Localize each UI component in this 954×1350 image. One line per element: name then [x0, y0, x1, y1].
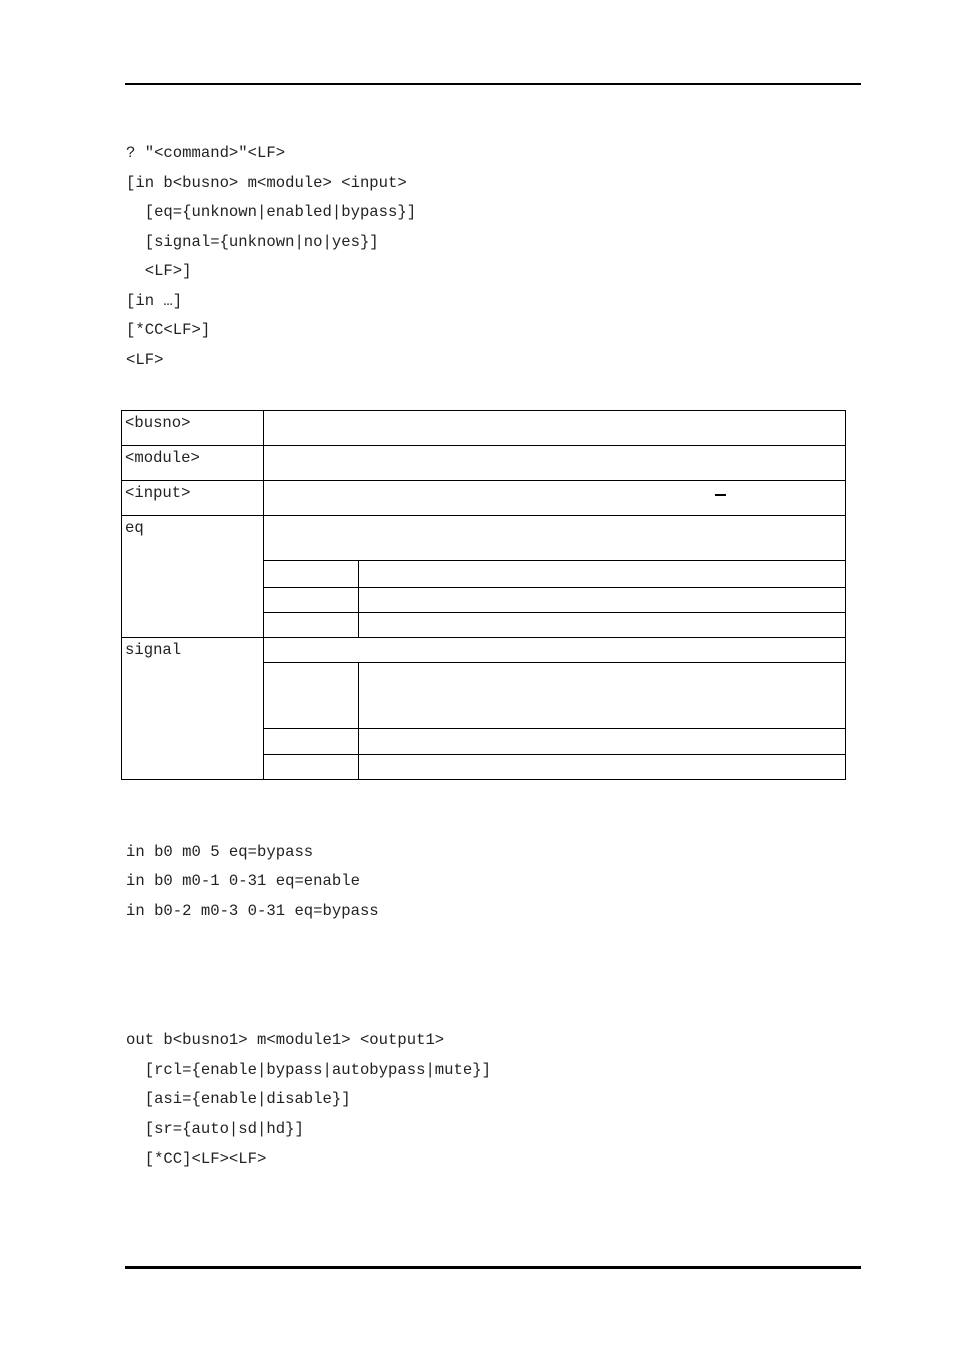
signal-value-description [359, 755, 846, 780]
param-input: <input> [122, 481, 264, 516]
param-eq: eq [122, 516, 264, 638]
signal-value-cell [264, 729, 359, 755]
syntax-line: [*CC<LF>] [126, 321, 211, 339]
table-row [122, 638, 846, 663]
signal-value-description [359, 663, 846, 729]
syntax-line: ? "<command>"<LF> [126, 144, 286, 162]
table-row [122, 516, 846, 561]
eq-value-description [359, 561, 846, 588]
out-syntax-line: out b<busno1> m<module1> <output1> [126, 1031, 445, 1049]
syntax-line: [eq={unknown|enabled|bypass}] [126, 203, 417, 221]
example-line: in b0 m0-1 0-31 eq=enable [126, 872, 360, 890]
out-syntax-line: [sr={auto|sd|hd}] [126, 1120, 304, 1138]
syntax-line: [signal={unknown|no|yes}] [126, 233, 379, 251]
parameter-table [121, 410, 846, 780]
eq-value-description [359, 588, 846, 613]
table-row [122, 446, 846, 481]
param-signal-description [264, 638, 846, 663]
eq-value-cell [264, 613, 359, 638]
out-syntax-line: [*CC]<LF><LF> [126, 1150, 267, 1168]
param-busno-description [264, 411, 846, 446]
param-input-description [264, 481, 846, 516]
syntax-line: [in …] [126, 292, 183, 310]
signal-value-cell [264, 755, 359, 780]
signal-value-cell [264, 663, 359, 729]
footer-rule [125, 1266, 861, 1269]
example-line: in b0-2 m0-3 0-31 eq=bypass [126, 902, 379, 920]
syntax-line: [in b<busno> m<module> <input> [126, 174, 407, 192]
table-row [122, 411, 846, 446]
eq-value-cell [264, 588, 359, 613]
table-row [122, 481, 846, 516]
out-syntax-line: [asi={enable|disable}] [126, 1090, 351, 1108]
param-module: <module> [122, 446, 264, 481]
param-module-description [264, 446, 846, 481]
syntax-line: <LF> [126, 351, 164, 369]
eq-value-cell [264, 561, 359, 588]
syntax-line: <LF>] [126, 262, 192, 280]
param-eq-description [264, 516, 846, 561]
range-dash [715, 494, 726, 496]
header-rule [125, 83, 861, 85]
param-signal: signal [122, 638, 264, 780]
eq-value-description [359, 613, 846, 638]
example-line: in b0 m0 5 eq=bypass [126, 843, 314, 861]
out-syntax-line: [rcl={enable|bypass|autobypass|mute}] [126, 1061, 491, 1079]
param-busno: <busno> [122, 411, 264, 446]
signal-value-description [359, 729, 846, 755]
